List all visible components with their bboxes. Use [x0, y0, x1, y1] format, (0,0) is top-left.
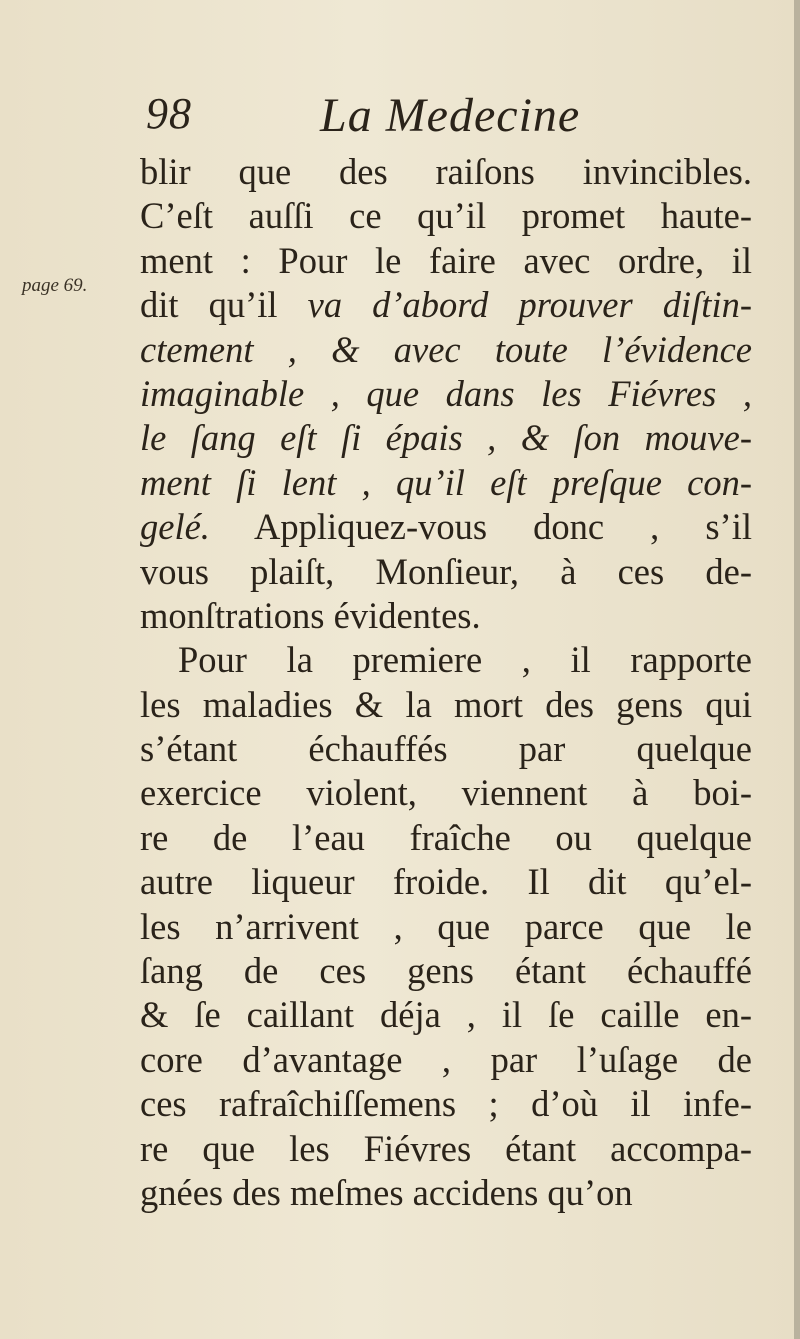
text-line: [140, 771, 752, 815]
text-segment: & ſe caillant déja , il ſe caille en-: [140, 994, 752, 1036]
text-segment: s’étant échauffés par quelque: [140, 728, 752, 770]
text-line: [140, 505, 752, 549]
text-segment: core d’avantage , par l’uſage de: [140, 1038, 752, 1080]
body-text: [140, 150, 752, 1215]
italic-segment: ment ſi lent , qu’il eſt preſque con-: [140, 461, 752, 503]
text-segment: monſtrations évidentes.: [140, 594, 481, 636]
text-line: [140, 416, 752, 460]
text-segment: les maladies & la mort des gens qui: [140, 683, 752, 725]
italic-segment: imaginable , que dans les Fiévres ,: [140, 372, 752, 414]
text-line: [140, 550, 752, 594]
text-segment: re de l’eau fraîche ou quelque: [140, 816, 752, 858]
margin-note: page 69.: [22, 275, 88, 296]
text-line: [140, 638, 752, 682]
text-segment: exercice violent, viennent à boi-: [140, 772, 752, 814]
italic-segment: ctement , & avec toute l’évidence: [140, 328, 752, 370]
text-line: [140, 239, 752, 283]
text-line: [140, 372, 752, 416]
text-segment: Appliquez-vous donc , s’il: [209, 506, 752, 548]
text-segment: ces rafraîchiſſemens ; d’où il infe-: [140, 1083, 752, 1125]
text-line: [140, 816, 752, 860]
text-line: [140, 328, 752, 372]
running-header: [140, 88, 640, 148]
text-line: [140, 860, 752, 904]
text-line: [140, 905, 752, 949]
text-segment: blir que des raiſons invincibles.: [140, 151, 752, 192]
text-segment: ment : Pour le faire avec ordre, il: [140, 239, 752, 281]
text-line: [140, 727, 752, 771]
text-line: [140, 150, 752, 194]
text-segment: ſang de ces gens étant échauffé: [140, 950, 752, 992]
text-line: [140, 194, 752, 238]
italic-segment: le ſang eſt ſi épais , & ſon mouve-: [140, 417, 752, 459]
text-segment: Pour la premiere , il rapporte: [178, 639, 752, 681]
page-edge: [794, 0, 800, 1339]
text-segment: dit qu’il: [140, 284, 308, 326]
running-title: La Medecine: [320, 89, 581, 142]
text-line: [140, 993, 752, 1037]
text-line: [140, 683, 752, 727]
text-line: [140, 1082, 752, 1126]
text-segment: autre liqueur froide. Il dit qu’el-: [140, 861, 752, 903]
text-line: [140, 283, 752, 327]
page-number: 98: [146, 89, 192, 138]
italic-segment: va d’abord prouver diſtin-: [307, 284, 752, 326]
text-segment: C’eſt auſſi ce qu’il promet haute-: [140, 195, 752, 237]
text-segment: vous plaiſt, Monſieur, à ces de-: [140, 550, 752, 592]
text-segment: les n’arrivent , que parce que le: [140, 905, 752, 947]
text-segment: re que les Fiévres étant accompa-: [140, 1127, 752, 1169]
text-line: [140, 594, 752, 638]
text-line: [140, 1127, 752, 1171]
text-line: [140, 1038, 752, 1082]
text-line: [140, 949, 752, 993]
text-line: [140, 1171, 752, 1215]
text-line: [140, 461, 752, 505]
text-segment: gnées des meſmes accidens qu’on: [140, 1171, 633, 1213]
italic-segment: gelé.: [140, 506, 210, 548]
